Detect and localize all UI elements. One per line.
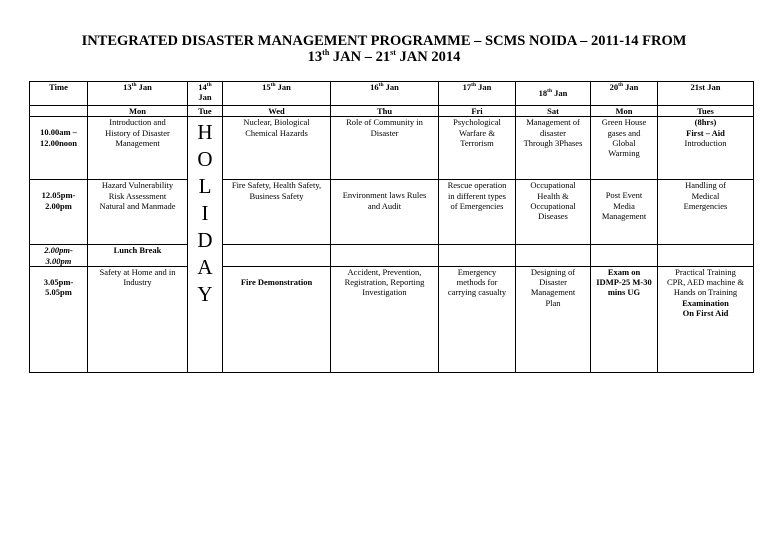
cell-13-slot-2: Hazard Vulnerability Risk Assessment Natural and Manmade	[88, 180, 188, 245]
holiday-letter: O	[197, 147, 213, 172]
weekday-13: Mon	[88, 106, 188, 117]
title-date-start-suffix: th	[322, 48, 330, 58]
title-date-end-suffix: st	[390, 48, 396, 58]
header-17-jan: 17th Jan	[439, 82, 516, 106]
time-slot-3: 2.00pm- 3.00pm	[30, 245, 88, 267]
cell-17-slot-2: Rescue operation in different types of Emergencies	[439, 180, 516, 245]
session-row-3	[30, 245, 754, 267]
holiday-letter: I	[201, 201, 209, 226]
cell-21-slot-2: Handling of Medical Emergencies	[658, 180, 754, 245]
holiday-letter: Y	[197, 282, 213, 307]
holiday-letter: A	[197, 255, 213, 280]
header-row	[30, 82, 754, 106]
cell-18-slot-3	[516, 245, 591, 267]
weekday-17: Fri	[439, 106, 516, 117]
holiday-column	[188, 117, 223, 373]
cell-20-slot-1: Green House gases and Global Warming	[591, 117, 658, 180]
cell-18-slot-4: Designing of Disaster Management Plan	[516, 266, 591, 372]
header-20-jan: 20th Jan	[591, 82, 658, 106]
header-14-jan: 14th Jan	[188, 82, 223, 106]
cell-20-slot-3	[591, 245, 658, 267]
weekday-blank	[30, 106, 88, 117]
cell-21-slot-1: (8hrs) First – Aid Introduction	[658, 117, 754, 180]
time-slot-1: 10.00am – 12.00noon	[30, 117, 88, 180]
title-date-end: JAN – 21	[329, 49, 391, 65]
cell-17-slot-4: Emergency methods for carrying casualty	[439, 266, 516, 372]
cell-13-slot-1: Introduction and History of Disaster Management	[88, 117, 188, 180]
weekday-16: Thu	[331, 106, 439, 117]
header-18-jan: 18th Jan	[516, 82, 591, 106]
cell-16-slot-2: Environment laws Rules and Audit	[331, 180, 439, 245]
cell-16-slot-4: Accident, Prevention, Registration, Reporting Investigation	[331, 266, 439, 372]
weekday-row	[30, 106, 754, 117]
cell-15-slot-1: Nuclear, Biological Chemical Hazards	[223, 117, 331, 180]
weekday-18: Sat	[516, 106, 591, 117]
cell-17-slot-1: Psychological Warfare & Terrorism	[439, 117, 516, 180]
header-15-jan: 15th Jan	[223, 82, 331, 106]
cell-16-slot-3	[331, 245, 439, 267]
title-line-1: INTEGRATED DISASTER MANAGEMENT PROGRAMME – SCMS NOIDA – 2011-14 FROM	[81, 33, 687, 49]
schedule-table	[29, 81, 754, 373]
cell-13-lunch-break: Lunch Break	[88, 245, 188, 267]
cell-15-slot-3	[223, 245, 331, 267]
cell-18-slot-2: Occupational Health & Occupational Diseases	[516, 180, 591, 245]
title-date-start: 13	[307, 49, 323, 65]
holiday-letter: D	[197, 228, 213, 253]
session-row-1	[30, 117, 754, 180]
time-slot-2: 12.05pm- 2.00pm	[30, 180, 88, 245]
cell-18-slot-1: Management of disaster Through 3Phases	[516, 117, 591, 180]
title-month-year: JAN 2014	[395, 49, 461, 65]
cell-20-slot-2: Post Event Media Management	[591, 180, 658, 245]
cell-15-fire-demonstration: Fire Demonstration	[223, 266, 331, 372]
cell-15-slot-2: Fire Safety, Health Safety, Business Safety	[223, 180, 331, 245]
document-title	[0, 33, 768, 65]
header-time: Time	[30, 82, 88, 106]
weekday-14: Tue	[188, 106, 223, 117]
header-21-jan: 21st Jan	[658, 82, 754, 106]
cell-21-slot-4: Practical Training CPR, AED machine & Hands on Training Examination On First Aid	[658, 266, 754, 372]
weekday-15: Wed	[223, 106, 331, 117]
title-line-2	[0, 49, 768, 65]
session-row-2	[30, 180, 754, 245]
header-13-jan: 13th Jan	[88, 82, 188, 106]
weekday-21: Tues	[658, 106, 754, 117]
time-slot-4: 3.05pm- 5.05pm	[30, 266, 88, 372]
session-row-4	[30, 266, 754, 372]
cell-21-slot-3	[658, 245, 754, 267]
cell-13-slot-4: Safety at Home and in Industry	[88, 266, 188, 372]
holiday-letter: L	[198, 174, 212, 199]
cell-20-exam: Exam on IDMP-25 M-30 mins UG	[591, 266, 658, 372]
cell-17-slot-3	[439, 245, 516, 267]
weekday-20: Mon	[591, 106, 658, 117]
holiday-letter: H	[197, 120, 213, 145]
cell-16-slot-1: Role of Community in Disaster	[331, 117, 439, 180]
header-16-jan: 16th Jan	[331, 82, 439, 106]
